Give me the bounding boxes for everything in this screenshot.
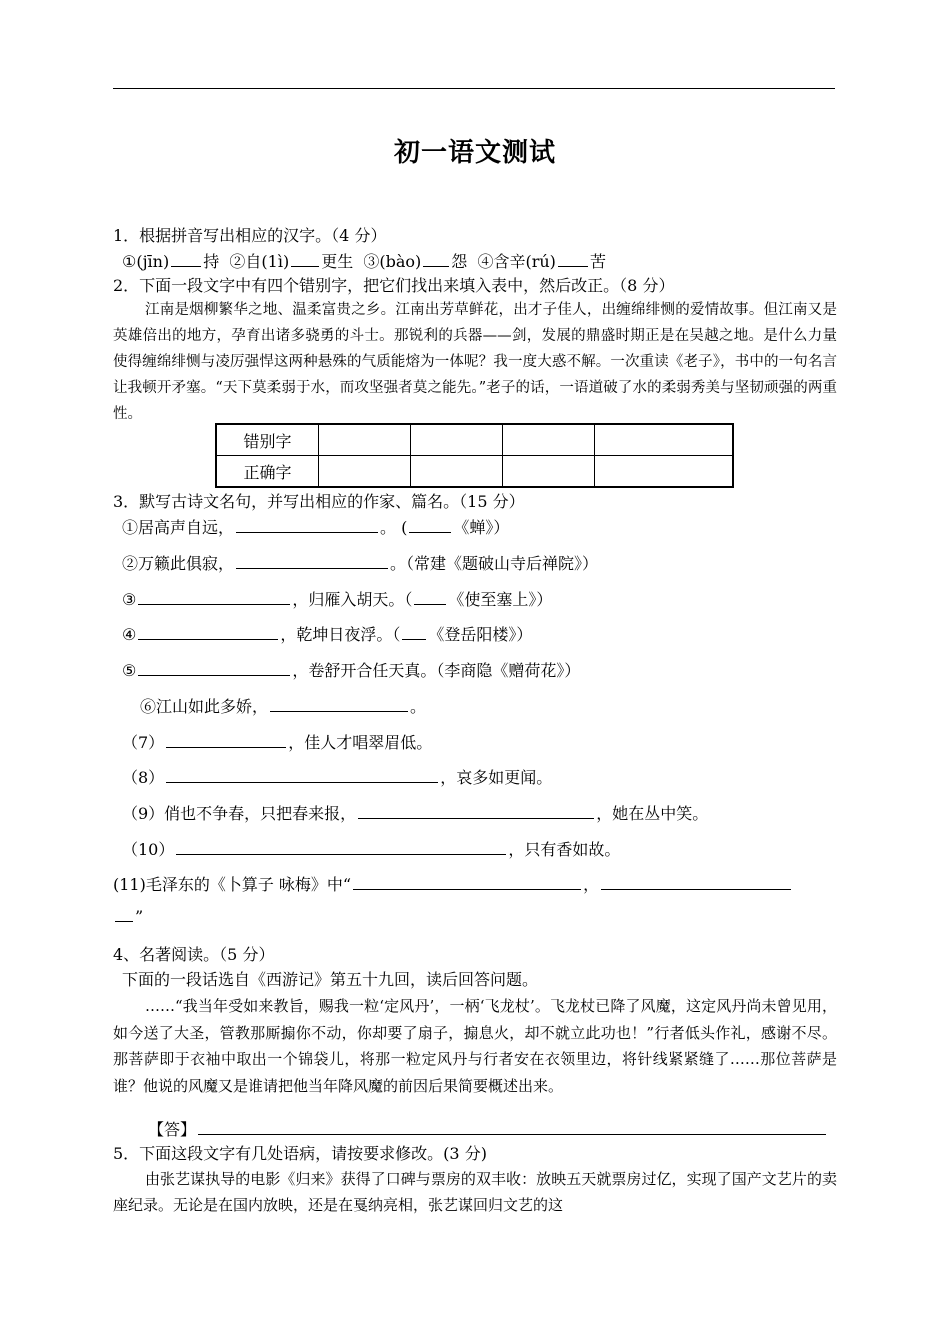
q3-blank[interactable] <box>115 904 133 922</box>
q4-stem: 4、名著阅读。（5 分） <box>113 945 275 964</box>
q1-blank-3[interactable] <box>423 249 449 267</box>
correct-char-cell[interactable] <box>411 456 503 488</box>
q4-intro: 下面的一段话选自《西游记》第五十九回，读后回答问题。 <box>122 970 539 989</box>
q3-line-2: ②万籁此俱寂， 。（常建《题破山寺后禅院》） <box>122 551 598 576</box>
q4-passage: ……“我当年受如来教旨，赐我一粒‘定风丹’，一柄‘飞龙杖’。飞龙杖已降了风魔，这定风丹尚未曾见用，如今送了大圣，管教那厮搧你不动，你却要了扇子，搧息火，却不就立此功也！”行者低头作礼，感谢不尽。那菩萨即于衣袖中取出一个锦袋儿，将那一粒定风丹与行者安在衣领里边，将针线紧紧缝了……那位菩萨是谁？他说的风魔又是谁请把他当年降风魔的前因后果简要概述出来。 <box>113 997 837 1095</box>
q2-stem: 2．下面一段文字中有四个错别字，把它们找出来填入表中，然后改正。（8 分） <box>113 276 675 295</box>
q3-author-blank[interactable] <box>402 622 426 640</box>
q5-stem: 5．下面这段文字有几处语病，请按要求修改。(3 分) <box>113 1144 487 1163</box>
q2-answer-table <box>215 423 734 488</box>
q1-item-2: ②自(1ì) <box>229 252 290 271</box>
q3-author-blank[interactable] <box>409 515 451 533</box>
q3-line-9: （9）俏也不争春，只把春来报， ，她在丛中笑。 <box>122 801 708 826</box>
table-header-wrong: 错别字 <box>216 424 319 456</box>
q3-line-10: （10） ，只有香如故。 <box>122 837 620 862</box>
q3-blank[interactable] <box>166 765 438 783</box>
correct-char-cell[interactable] <box>595 456 733 488</box>
wrong-char-cell[interactable] <box>411 424 503 456</box>
q3-blank[interactable] <box>236 515 378 533</box>
q1-items: ①(jīn) 持 ②自(1ì) 更生 ③(bào) 怨 ④含辛(rú) 苦 <box>122 249 606 274</box>
page-title: 初一语文测试 <box>393 138 556 168</box>
q1-blank-4[interactable] <box>558 249 588 267</box>
q3-line-11-cont: ” <box>113 904 143 929</box>
q3-line-7: （7） ，佳人才唱翠眉低。 <box>122 730 432 755</box>
q3-blank[interactable] <box>138 587 290 605</box>
q1-item-1: ①(jīn) <box>122 252 170 271</box>
q3-line-11: (11)毛泽东的《卜算子 咏梅》中“ ， <box>113 872 793 897</box>
q3-stem: 3．默写古诗文名句，并写出相应的作家、篇名。（15 分） <box>113 492 525 511</box>
header-rule <box>113 88 835 89</box>
q4-answer-blank[interactable] <box>198 1117 826 1135</box>
q3-blank[interactable] <box>601 872 791 890</box>
q3-blank[interactable] <box>358 801 594 819</box>
q3-blank[interactable] <box>236 551 388 569</box>
q3-blank[interactable] <box>270 694 408 712</box>
q3-line-5: ⑤ ，卷舒开合任天真。（李商隐《赠荷花》） <box>122 658 580 683</box>
q3-blank[interactable] <box>353 872 581 890</box>
wrong-char-cell[interactable] <box>595 424 733 456</box>
q4-answer: 【答】 <box>148 1117 828 1142</box>
q3-line-8: （8） ，哀多如更闻。 <box>122 765 552 790</box>
q3-blank[interactable] <box>138 658 290 676</box>
table-header-correct: 正确字 <box>216 456 319 488</box>
q3-blank[interactable] <box>138 622 278 640</box>
q3-line-1: ①居高声自远， 。 ( 《蝉》） <box>122 515 509 540</box>
q1-item-3: ③(bào) <box>363 252 422 271</box>
q3-blank[interactable] <box>166 730 286 748</box>
q1-blank-1[interactable] <box>171 249 201 267</box>
q2-passage: 江南是烟柳繁华之地、温柔富贵之乡。江南出芳草鲜花，出才子佳人，出缠绵绯恻的爱情故事。但江南又是英雄倍出的地方，孕育出诸多骁勇的斗士。那锐利的兵器——剑，发展的鼎盛时期正是在吴越之地。是什么力量使得缠绵绯恻与凌厉强悍这两种悬殊的气质能熔为一体呢？我一度大惑不解。一次重读《老子》，书中的一句名言让我顿开矛塞。“天下莫柔弱于水，而攻坚强者莫之能先。”老子的话，一语道破了水的柔弱秀美与坚韧顽强的两重性。 <box>113 302 837 422</box>
q3-line-3: ③ ，归雁入胡天。（ 《使至塞上》） <box>122 587 552 612</box>
q1-stem: 1．根据拼音写出相应的汉字。（4 分） <box>113 226 387 245</box>
correct-char-cell[interactable] <box>503 456 595 488</box>
wrong-char-cell[interactable] <box>503 424 595 456</box>
q5-passage: 由张艺谋执导的电影《归来》获得了口碑与票房的双丰收：放映五天就票房过亿，实现了国产文艺片的卖座纪录。无论是在国内放映，还是在戛纳亮相，张艺谋回归文艺的这 <box>113 1170 837 1214</box>
q1-blank-2[interactable] <box>291 249 319 267</box>
correct-char-cell[interactable] <box>319 456 411 488</box>
q3-blank[interactable] <box>176 837 506 855</box>
q3-author-blank[interactable] <box>414 587 446 605</box>
wrong-char-cell[interactable] <box>319 424 411 456</box>
q1-item-4: ④含辛(rú) <box>477 252 556 271</box>
q3-line-4: ④ ，乾坤日夜浮。（ 《登岳阳楼》） <box>122 622 532 647</box>
q3-line-6: ⑥江山如此多娇， 。 <box>140 694 426 719</box>
